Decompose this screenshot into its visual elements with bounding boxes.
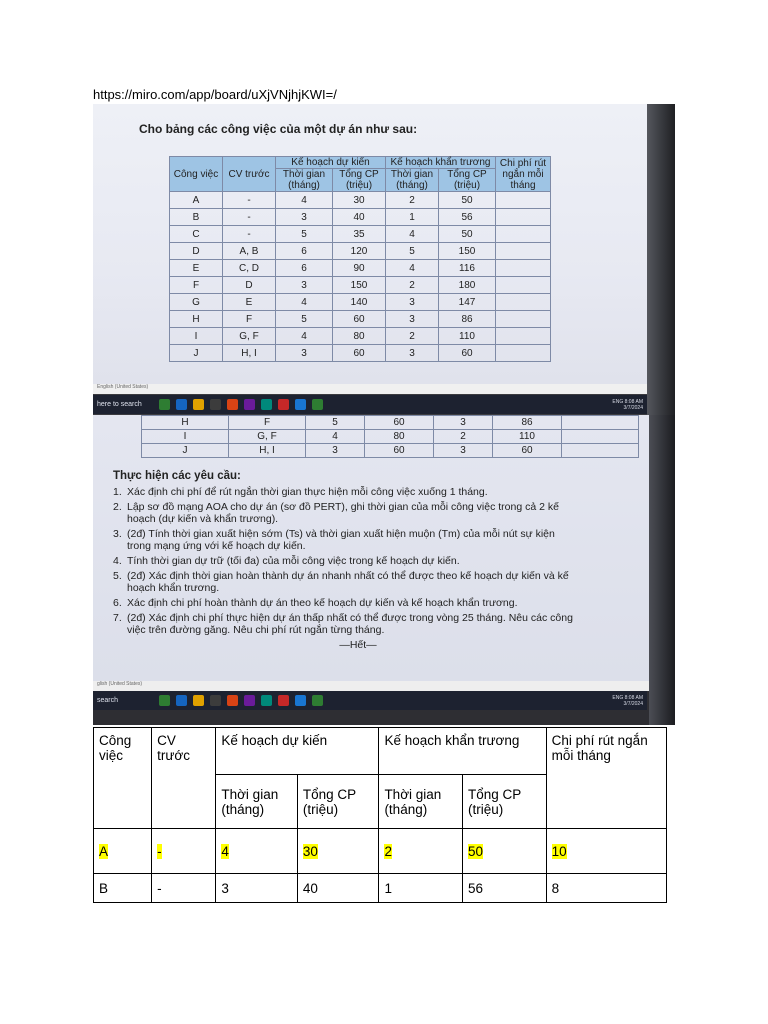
- excel-icon[interactable]: [312, 399, 323, 410]
- clock-time: 8:08 AM: [624, 398, 643, 405]
- taskbar-search[interactable]: search: [97, 697, 119, 704]
- lang-indicator: ENG: [612, 694, 624, 701]
- header-chi-phi: Chi phí rút ngắn mỗi tháng: [546, 728, 666, 829]
- url-text: https://miro.com/app/board/uXjVNjhjKWI=/: [93, 87, 337, 102]
- clock-date: 3/7/2024: [623, 404, 643, 411]
- requirement-text: Lập sơ đồ mạng AOA cho dự án (sơ đồ PERT), ghi thời gian của mỗi công việc trong cả 2 kế hoạch (dự kiến và khẩn trương).: [127, 501, 559, 525]
- table-cell: 110: [439, 328, 496, 345]
- header-thoi-gian-du-kien: Thời gian (tháng): [216, 775, 298, 829]
- table-cell: 30: [333, 192, 386, 209]
- table-row: [170, 260, 551, 277]
- requirement-number: 3.: [113, 528, 122, 540]
- table-cell: 1: [386, 209, 439, 226]
- taskbar-clock: [612, 695, 643, 707]
- table-cell: 5: [276, 311, 333, 328]
- cell-text: 8: [551, 880, 560, 896]
- project-table: [93, 727, 667, 903]
- table-cell: 4: [276, 294, 333, 311]
- table-cell: -: [223, 226, 276, 243]
- word-icon[interactable]: [295, 695, 306, 706]
- table-cell: 60: [365, 444, 434, 458]
- header-thoi-gian: Thời gian (tháng): [386, 169, 439, 192]
- table-cell: I: [170, 328, 223, 345]
- table-cell: [152, 829, 216, 874]
- table-cell: 60: [493, 444, 562, 458]
- vs-icon[interactable]: [244, 399, 255, 410]
- table-cell: 3: [386, 345, 439, 362]
- header-cong-viec: Công việc: [94, 728, 152, 829]
- header-cv-truoc: CV trước: [223, 157, 276, 192]
- header-tong-cp: Tổng CP (triệu): [333, 169, 386, 192]
- cell-text: 1: [384, 880, 392, 896]
- table-cell: 3: [276, 345, 333, 362]
- table-cell: G: [170, 294, 223, 311]
- folder-icon[interactable]: [193, 695, 204, 706]
- table-row: [170, 226, 551, 243]
- table-cell: 3: [386, 294, 439, 311]
- taskbar-search[interactable]: here to search: [97, 401, 142, 408]
- word-icon[interactable]: [295, 399, 306, 410]
- table-cell: A, B: [223, 243, 276, 260]
- table-cell: 2: [386, 277, 439, 294]
- clock-time: 8:08 AM: [624, 694, 643, 701]
- document-title: Cho bảng các công việc của một dự án như sau:: [139, 122, 418, 136]
- table-cell-empty: [496, 277, 551, 294]
- requirements-title: Thực hiện các yêu cầu:: [113, 470, 241, 482]
- table-cell: 60: [365, 416, 434, 430]
- table-cell: 4: [386, 260, 439, 277]
- table-cell: [463, 874, 547, 903]
- header-ke-hoach-khan-truong: Kế hoạch khẩn trương: [379, 728, 546, 775]
- table-cell: E: [170, 260, 223, 277]
- photo-screen-2: [93, 415, 675, 725]
- table-cell: [297, 874, 379, 903]
- cell-text: 10: [551, 843, 567, 859]
- cell-text: 3: [221, 880, 229, 896]
- header-ke-hoach-khan-truong: Kế hoạch khẩn trương: [386, 157, 496, 169]
- table-cell: [379, 829, 463, 874]
- monitor-bezel: [649, 415, 675, 725]
- table-cell: 60: [333, 311, 386, 328]
- table-cell: 6: [276, 260, 333, 277]
- table-row: [170, 192, 551, 209]
- table-cell: D: [170, 243, 223, 260]
- table-cell: [546, 829, 666, 874]
- table-row: [142, 444, 639, 458]
- table-cell: J: [170, 345, 223, 362]
- requirement-item: [113, 486, 573, 498]
- table-cell: 3: [434, 444, 493, 458]
- table-cell: 35: [333, 226, 386, 243]
- table-cell: H, I: [223, 345, 276, 362]
- chrome-icon[interactable]: [227, 399, 238, 410]
- photo-screen-1: [93, 104, 675, 415]
- table-cell: C: [170, 226, 223, 243]
- table-cell-empty: [562, 444, 639, 458]
- table-cell: [379, 874, 463, 903]
- header-tong-cp-du-kien: Tổng CP (triệu): [297, 775, 379, 829]
- table-cell: H, I: [229, 444, 306, 458]
- table-cell: F: [229, 416, 306, 430]
- table-cell: [216, 829, 298, 874]
- table-cell: 4: [386, 226, 439, 243]
- requirement-item: [113, 555, 573, 567]
- table-cell: H: [170, 311, 223, 328]
- table-cell: 3: [276, 277, 333, 294]
- table-row: [94, 874, 667, 903]
- project-table-photo-cropped: [141, 415, 639, 458]
- edge-icon[interactable]: [176, 695, 187, 706]
- table-cell-empty: [496, 192, 551, 209]
- requirement-text: Xác định chi phí hoàn thành dự án theo kế hoạch dự kiến và kế hoạch khẩn trương.: [127, 597, 518, 609]
- table-cell: -: [223, 192, 276, 209]
- header-tong-cp-khan-truong: Tổng CP (triệu): [463, 775, 547, 829]
- table-row: [170, 345, 551, 362]
- chrome-icon[interactable]: [227, 695, 238, 706]
- header-thoi-gian-khan-truong: Thời gian (tháng): [379, 775, 463, 829]
- powerpoint-icon[interactable]: [278, 695, 289, 706]
- table-cell: [216, 874, 298, 903]
- header-tong-cp: Tổng CP (triệu): [439, 169, 496, 192]
- table-cell: 147: [439, 294, 496, 311]
- table-cell: 3: [386, 311, 439, 328]
- table-cell: 6: [276, 243, 333, 260]
- word-status-bar: English (United States): [93, 384, 647, 394]
- table-row: [94, 829, 667, 874]
- document-page: [93, 104, 647, 384]
- table-cell: J: [142, 444, 229, 458]
- header-ke-hoach-du-kien: Kế hoạch dự kiến: [216, 728, 379, 775]
- table-cell: G, F: [229, 430, 306, 444]
- requirement-text: Xác định chi phí để rút ngắn thời gian thực hiện mỗi công việc xuống 1 tháng.: [127, 486, 488, 498]
- requirement-text: (2đ) Xác định thời gian hoàn thành dự án nhanh nhất có thể được theo kế hoạch dự kiến và kế hoạch khẩn trương.: [127, 570, 569, 594]
- word-status-bar: glish (United States): [93, 681, 649, 691]
- folder-icon[interactable]: [193, 399, 204, 410]
- cell-text: 40: [302, 880, 318, 896]
- vs-icon[interactable]: [244, 695, 255, 706]
- requirement-number: 6.: [113, 597, 122, 609]
- cell-text: -: [157, 843, 162, 859]
- requirement-item: [113, 501, 573, 525]
- cell-text: A: [99, 843, 109, 859]
- table-cell: 86: [493, 416, 562, 430]
- table-cell-empty: [562, 416, 639, 430]
- table-cell: 80: [333, 328, 386, 345]
- table-cell: [463, 829, 547, 874]
- table-cell: F: [223, 311, 276, 328]
- table-cell: 4: [276, 192, 333, 209]
- table-cell: 180: [439, 277, 496, 294]
- edge-icon[interactable]: [176, 399, 187, 410]
- clock-date: 3/7/2024: [623, 700, 643, 707]
- cell-text: 56: [468, 880, 484, 896]
- table-cell: [546, 874, 666, 903]
- table-cell-empty: [496, 328, 551, 345]
- table-cell: 140: [333, 294, 386, 311]
- table-cell: [94, 874, 152, 903]
- table-cell: 2: [386, 192, 439, 209]
- table-cell: 2: [434, 430, 493, 444]
- table-cell: 50: [439, 192, 496, 209]
- requirement-text: (2đ) Xác định chi phí thực hiện dự án thấp nhất có thể được trong vòng 25 tháng. Nêu các công việc trên đường găng. Nêu chi phí rút ngắn từng tháng.: [127, 612, 573, 636]
- header-ke-hoach-du-kien: Kế hoạch dự kiến: [276, 157, 386, 169]
- table-cell-empty: [496, 345, 551, 362]
- table-cell: [94, 829, 152, 874]
- table-row: [170, 328, 551, 345]
- store-icon[interactable]: [210, 695, 221, 706]
- table-cell: G, F: [223, 328, 276, 345]
- table-cell: 60: [333, 345, 386, 362]
- header-thoi-gian: Thời gian (tháng): [276, 169, 333, 192]
- table-row: [170, 243, 551, 260]
- cell-text: -: [157, 880, 162, 896]
- table-cell: 4: [306, 430, 365, 444]
- table-cell: C, D: [223, 260, 276, 277]
- table-cell: 3: [434, 416, 493, 430]
- powerpoint-icon[interactable]: [278, 399, 289, 410]
- table-cell: D: [223, 277, 276, 294]
- table-cell: 60: [439, 345, 496, 362]
- cell-text: 4: [221, 843, 229, 859]
- requirement-item: [113, 612, 573, 636]
- table-cell: I: [142, 430, 229, 444]
- table-cell: 120: [333, 243, 386, 260]
- table-cell: B: [170, 209, 223, 226]
- requirement-text: Tính thời gian dự trữ (tối đa) của mỗi công việc trong kế hoạch dự kiến.: [127, 555, 460, 567]
- table-cell-empty: [496, 311, 551, 328]
- table-cell: 40: [333, 209, 386, 226]
- table-cell: 5: [386, 243, 439, 260]
- table-cell: 150: [439, 243, 496, 260]
- table-cell: 5: [276, 226, 333, 243]
- table-cell-empty: [496, 243, 551, 260]
- table-row: [170, 209, 551, 226]
- table-cell-empty: [562, 430, 639, 444]
- table-cell: 110: [493, 430, 562, 444]
- table-cell: A: [170, 192, 223, 209]
- table-cell: 80: [365, 430, 434, 444]
- table-cell: [152, 874, 216, 903]
- document-page: [93, 415, 649, 681]
- table-cell: H: [142, 416, 229, 430]
- table-cell: 116: [439, 260, 496, 277]
- requirement-number: 2.: [113, 501, 122, 513]
- cell-text: 2: [384, 843, 392, 859]
- header-cong-viec: Công việc: [170, 157, 223, 192]
- table-cell: 3: [276, 209, 333, 226]
- table-cell: F: [170, 277, 223, 294]
- taskbar-clock: [612, 399, 643, 411]
- table-cell-empty: [496, 209, 551, 226]
- store-icon[interactable]: [210, 399, 221, 410]
- table-row: [170, 294, 551, 311]
- header-cv-truoc: CV trước: [152, 728, 216, 829]
- table-cell: 150: [333, 277, 386, 294]
- table-row: [142, 416, 639, 430]
- table-cell: [297, 829, 379, 874]
- table-cell-empty: [496, 226, 551, 243]
- requirement-number: 7.: [113, 612, 122, 624]
- app-icon[interactable]: [159, 399, 170, 410]
- table-cell-empty: [496, 294, 551, 311]
- windows-taskbar: [93, 395, 647, 414]
- cell-text: B: [99, 880, 109, 896]
- table-cell: E: [223, 294, 276, 311]
- table-cell: 56: [439, 209, 496, 226]
- lang-indicator: ENG: [612, 398, 624, 405]
- app-icon[interactable]: [159, 695, 170, 706]
- windows-taskbar: [93, 691, 647, 710]
- table-cell: 2: [386, 328, 439, 345]
- table-cell: 50: [439, 226, 496, 243]
- requirement-item: [113, 528, 573, 552]
- table-cell: 5: [306, 416, 365, 430]
- requirement-text: (2đ) Tính thời gian xuất hiện sớm (Ts) và thời gian xuất hiện muộn (Tm) của mỗi nút sự kiện trong mạng ứng với kế hoạch dự kiến.: [127, 528, 555, 552]
- app-icon[interactable]: [261, 695, 272, 706]
- monitor-bezel: [647, 104, 675, 415]
- table-row: [170, 311, 551, 328]
- requirement-number: 4.: [113, 555, 122, 567]
- requirement-item: [113, 570, 573, 594]
- table-cell: 4: [276, 328, 333, 345]
- table-cell-empty: [496, 260, 551, 277]
- project-table-photo: [169, 156, 551, 362]
- header-chi-phi: Chi phí rút ngắn mỗi tháng: [496, 157, 551, 192]
- cell-text: 50: [468, 843, 484, 859]
- app-icon[interactable]: [261, 399, 272, 410]
- requirement-number: 1.: [113, 486, 122, 498]
- excel-icon[interactable]: [312, 695, 323, 706]
- table-cell: -: [223, 209, 276, 226]
- requirements-section: [113, 470, 573, 651]
- cell-text: 30: [302, 843, 318, 859]
- table-row: [142, 430, 639, 444]
- requirement-number: 5.: [113, 570, 122, 582]
- table-cell: 86: [439, 311, 496, 328]
- table-cell: 90: [333, 260, 386, 277]
- table-cell: 3: [306, 444, 365, 458]
- end-text: —Hết—: [339, 639, 377, 651]
- table-row: [170, 277, 551, 294]
- requirement-item: [113, 597, 573, 609]
